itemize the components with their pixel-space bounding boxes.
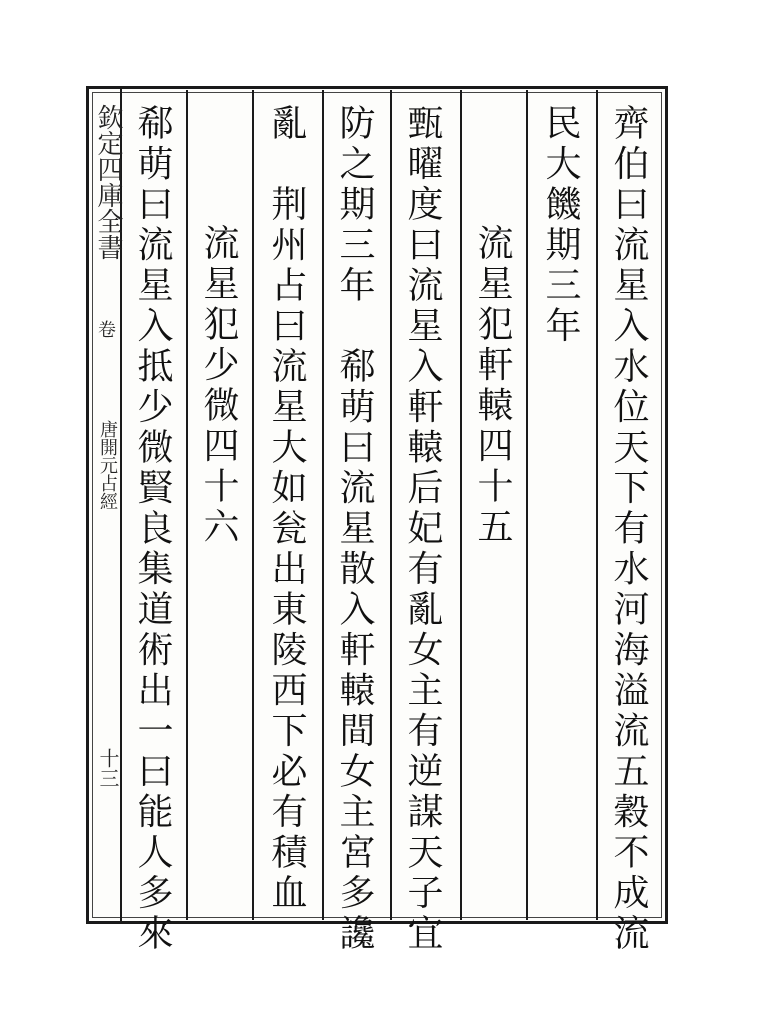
text-column-7: 流星犯少微四十六 [198,224,239,548]
text-column-8: 郗萌曰流星入抵少微賢良集道術出一曰能人多來 [132,104,173,955]
column-rule [322,90,324,920]
column-rule [390,90,392,920]
text-column-1: 齊伯曰流星入水位天下有水河海溢流五穀不成流 [608,104,649,955]
book-subtitle: 唐開元占經 [97,420,118,510]
text-column-4: 甄曜度曰流星入軒轅后妃有亂女主有逆謀天子宜 [402,104,443,955]
text-column-2: 民大饑期三年 [540,104,581,347]
book-title: 欽定四庫全書 [93,104,123,260]
text-column-5: 防之期三年 郗萌曰流星散入軒轅間女主宮多讒 [334,104,375,955]
text-column-3: 流星犯軒轅四十五 [472,224,513,548]
text-column-6: 亂 荆州占曰流星大如瓮出東陵西下必有積血 [266,104,307,914]
column-rule [526,90,528,920]
column-rule [186,90,188,920]
column-rule [596,90,598,920]
column-rule [252,90,254,920]
page-number: 十三 [96,748,120,788]
column-rule [460,90,462,920]
fold-mark: 卷 [95,320,116,338]
